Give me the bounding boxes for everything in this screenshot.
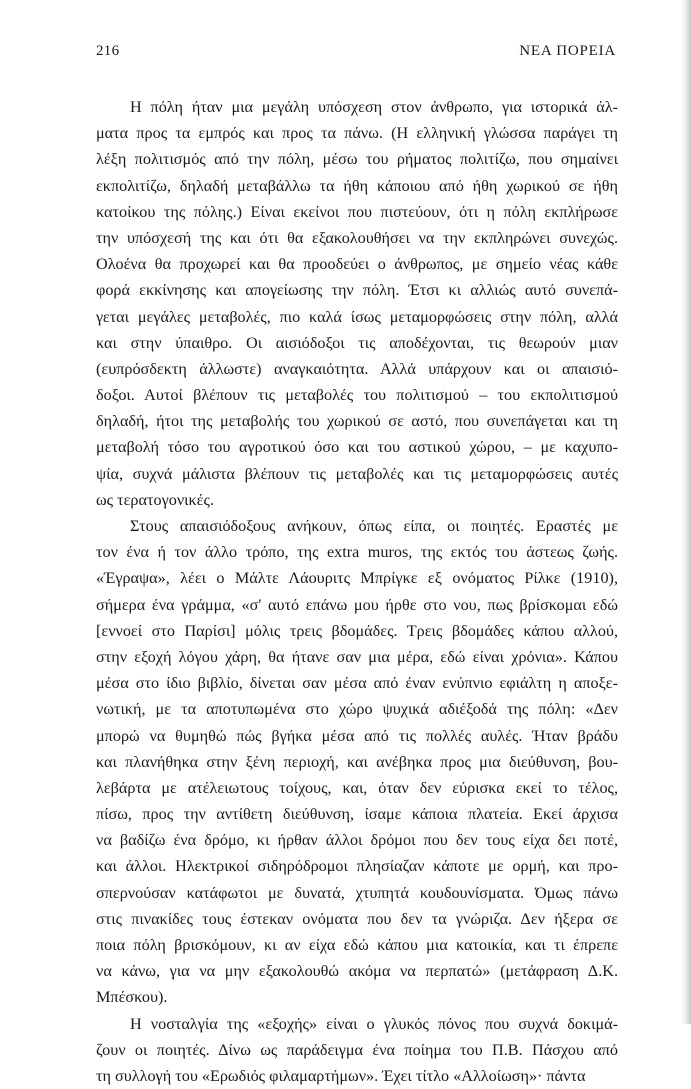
text-line: «Έγραψα», λέει ο Μάλτε Λάουριτς Μπρίγκε εξ ονόματος Ρίλκε (1910), — [96, 569, 618, 588]
text-line: ως τερατογονικές. — [96, 490, 214, 509]
text-line: δοξοι. Αυτοί βλέπουν τις μεταβολές του πολιτισμού – του εκπολιτισμού — [96, 386, 618, 405]
text-line: μπορώ να θυμηθώ πώς βγήκα μέσα από τις πολλές αυλές. Ήταν βράδυ — [96, 726, 618, 745]
text-line: ψία, συχνά μάλιστα βλέπουν τις μεταβολές και τις μεταμορφώσεις αυτές — [96, 464, 618, 483]
text-line: να βαδίζω ένα δρόμο, κι ήρθαν άλλοι δρόμοι που δεν τους είχα δει ποτέ, — [96, 831, 618, 850]
text-line: κατοίκου της πόλης.) Είναι εκείνοι που πιστεύουν, ότι η πόλη εκπλήρωσε — [96, 202, 618, 221]
text-line: Στους απαισιόδοξους ανήκουν, όπως είπα, οι ποιητές. Εραστές με — [130, 517, 618, 535]
text-line: και άλλοι. Ηλεκτρικοί σιδηρόδρομοι πλησίαζαν κάποτε με ορμή, και προ- — [96, 857, 618, 876]
text-line: ματα προς τα εμπρός και προς τα πάνω. (Η ελληνική γλώσσα παράγει τη — [96, 124, 618, 143]
text-line: Η νοσταλγία της «εξοχής» είναι ο γλυκός πόνος που συχνά δοκιμά- — [130, 1014, 618, 1033]
text-line: Ολοένα θα προχωρεί και θα προοδεύει ο άνθρωπος, με σημείο νέας κάθε — [96, 255, 618, 274]
text-line: λέξη πολιτισμός από την πόλη, μέσω του ρήματος πολιτίζω, που σημαίνει — [96, 150, 618, 169]
text-line: μέσα στο ίδιο βιβλίο, δίνεται σαν μέσα από έναν ενύπνιο εφιάλτη η αποξε- — [96, 674, 618, 693]
text-line: μεταβολή τόσο του αγροτικού όσο και του αστικού χώρου, – με καχυπο- — [96, 438, 618, 457]
text-line: στην εξοχή λόγου χάρη, θα ήτανε σαν μια μέρα, εδώ είναι χρόνια». Κάπου — [96, 647, 618, 666]
text-line: δηλαδή, ήτοι της μεταβολής του χωρικού σε αστό, που συνεπάγεται και τη — [96, 412, 618, 431]
text-line: εκπολιτίζω, δηλαδή μεταβάλλω τα ήθη κάποιου από ήθη χωρικού σε ήθη — [96, 176, 618, 195]
text-line: και πλανήθηκα στην ξένη περιοχή, και ανέβηκα προς μια διεύθυνση, βου- — [96, 752, 618, 771]
text-line: να κάνω, για να μην εξακολουθώ ακόμα να περπατώ» (μετάφραση Δ.Κ. — [96, 962, 618, 981]
text-line: σήμερα ένα γράμμα, «σ' αυτό επάνω μου ήρθε στο νου, πως βρίσκομαι εδώ — [96, 595, 618, 614]
text-line: Μπέσκου). — [96, 988, 168, 1007]
text-line: νωτική, με τα αποτυπωμένα στο χώρο ψυχικά αδιέξοδά της πόλη: «Δεν — [96, 700, 618, 719]
text-line: ποια πόλη βρισκόμουν, κι αν είχα εδώ κάπου μια κατοικία, και τι έπρεπε — [96, 936, 618, 954]
text-line: και στην ύπαιθρο. Οι αισιόδοξοι τις αποδέχονται, τις θεωρούν μιαν — [96, 333, 618, 352]
text-line: (ευπρόσδεκτη άλλωστε) αναγκαιότητα. Αλλά υπάρχουν και οι απαισιό- — [96, 359, 618, 378]
running-head: ΝΕΑ ΠΟΡΕΙΑ — [519, 43, 616, 59]
text-line: Η πόλη ήταν μια μεγάλη υπόσχεση στον άνθρωπο, για ιστορικά άλ- — [130, 98, 618, 116]
text-line: ζουν οι ποιητές. Δίνω ως παράδειγμα ένα ποίημα του Π.Β. Πάσχου από — [96, 1040, 618, 1059]
text-line: [εννοεί στο Παρίσι] μόλις τρεις βδομάδες. Τρεις βδομάδες κάπου αλλού, — [96, 621, 618, 640]
page-header — [96, 43, 616, 60]
text-line: γεται μεγάλες μεταβολές, πιο καλά ίσως μεταμορφώσεις στην πόλη, αλλά — [96, 307, 618, 326]
paragraph — [96, 94, 618, 513]
text-line: την υπόσχεσή της και ότι θα εξακολουθήσει να την εκπληρώνει συνεχώς. — [96, 228, 618, 247]
text-line: τη συλλογή του «Ερωδιός φιλαμαρτήμων». Έχει τίτλο «Αλλοίωση»· πάντα — [96, 1066, 586, 1085]
paragraph — [96, 1011, 618, 1089]
text-line: πίσω, προς την αντίθετη διεύθυνση, ίσαμε κάποια πλατεία. Εκεί άρχισα — [96, 805, 618, 824]
text-line: σπερνούσαν κατάφωτοι με δυνατά, χτυπητά κουδουνίσματα. Όμως πάνω — [96, 883, 618, 902]
text-line: τον ένα ή τον άλλο τρόπο, της extra muros, της εκτός του άστεως ζωής. — [96, 543, 618, 562]
page-edge-shadow — [681, 0, 691, 1024]
body-text — [96, 94, 618, 1089]
text-line: στις πινακίδες τους έστεκαν ονόματα που δεν τα γνώριζα. Δεν ήξερα σε — [96, 909, 618, 928]
text-line: φορά εκκίνησης και απογείωσης την πόλη. Έτσι κι αλλιώς αυτό συνεπά- — [96, 281, 618, 300]
text-line: λεβάρτα με ατέλειωτους τοίχους, και, όταν δεν εύρισκα εκεί το τέλος, — [96, 778, 618, 797]
page-number: 216 — [96, 43, 120, 59]
paragraph — [96, 513, 618, 1011]
